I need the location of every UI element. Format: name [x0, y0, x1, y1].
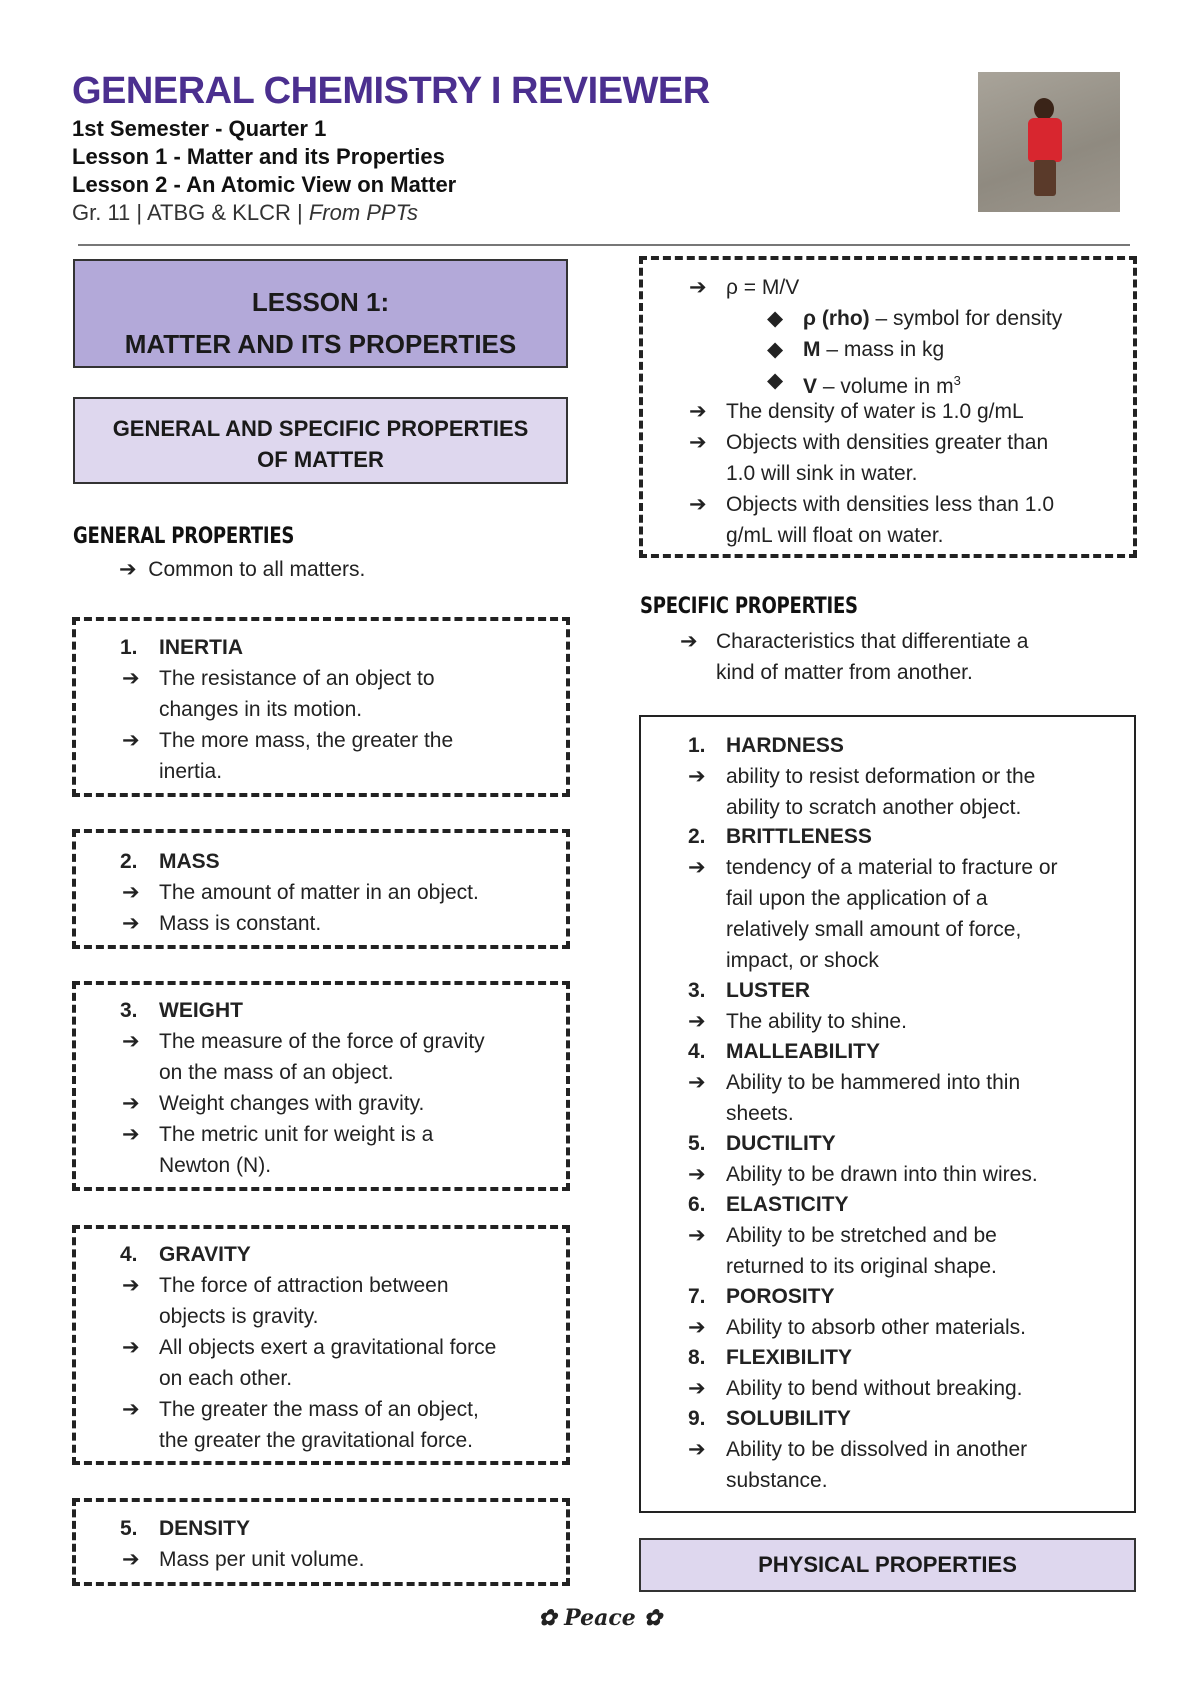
arrow-icon: ➔ [119, 558, 137, 581]
arrow-icon: ➔ [688, 1163, 706, 1186]
malleability-title: MALLEABILITY [726, 1040, 880, 1063]
arrow-icon: ➔ [122, 912, 140, 935]
inertia-point-2b: inertia. [159, 760, 223, 783]
arrow-icon: ➔ [689, 493, 707, 516]
density-point-1: Mass per unit volume. [159, 1548, 365, 1571]
float-rule-b: g/mL will float on water. [726, 524, 944, 547]
arrow-icon: ➔ [122, 667, 140, 690]
inertia-point-2a: The more mass, the greater the [159, 729, 454, 752]
arrow-icon: ➔ [122, 1398, 140, 1421]
porosity-number: 7. [688, 1285, 706, 1308]
photo-figure-legs [1034, 160, 1056, 196]
physical-properties-box: PHYSICAL PROPERTIES [639, 1538, 1136, 1592]
arrow-icon: ➔ [122, 881, 140, 904]
arrow-icon: ➔ [689, 431, 707, 454]
arrow-icon: ➔ [688, 1316, 706, 1339]
specific-properties-heading: SPECIFIC PROPERTIES [640, 594, 858, 619]
mass-box [72, 829, 570, 949]
gravity-point-3b: the greater the gravitational force. [159, 1429, 474, 1452]
page-footer: ✿ Peace ✿ [538, 1605, 662, 1631]
diamond-icon: ◆ [767, 369, 784, 392]
weight-box [72, 981, 570, 1191]
luster-number: 3. [688, 979, 706, 1002]
porosity-title: POROSITY [726, 1285, 835, 1308]
document-title: GENERAL CHEMISTRY I REVIEWER [72, 70, 710, 112]
solubility-desc-a: Ability to be dissolved in another [726, 1438, 1028, 1461]
hardness-title: HARDNESS [726, 734, 844, 757]
weight-point-1b: on the mass of an object. [159, 1061, 394, 1084]
luster-title: LUSTER [726, 979, 810, 1002]
weight-title: WEIGHT [159, 999, 243, 1022]
ductility-title: DUCTILITY [726, 1132, 836, 1155]
density-symbol-desc: – symbol for density [869, 307, 1063, 330]
weight-point-1a: The measure of the force of gravity [159, 1030, 485, 1053]
header-divider [78, 244, 1130, 246]
specific-desc-a: Characteristics that differentiate a [716, 630, 1029, 653]
weight-point-3b: Newton (N). [159, 1154, 272, 1177]
section-title-line1: GENERAL AND SPECIFIC PROPERTIES [112, 416, 529, 441]
arrow-icon: ➔ [122, 1030, 140, 1053]
hardness-number: 1. [688, 734, 706, 757]
gravity-point-1b: objects is gravity. [159, 1305, 319, 1328]
flexibility-number: 8. [688, 1346, 706, 1369]
volume-symbol: V [803, 375, 818, 398]
lesson1-line: Lesson 1 - Matter and its Properties [72, 144, 445, 169]
arrow-icon: ➔ [688, 1071, 706, 1094]
lesson-number: LESSON 1: [251, 287, 390, 317]
general-properties-heading: GENERAL PROPERTIES [73, 524, 295, 549]
section-title-line2: OF MATTER [257, 447, 384, 472]
arrow-icon: ➔ [689, 400, 707, 423]
brittleness-title: BRITTLENESS [726, 825, 872, 848]
elasticity-desc-b: returned to its original shape. [726, 1255, 997, 1278]
inertia-title: INERTIA [159, 636, 243, 659]
brittleness-number: 2. [688, 825, 706, 848]
malleability-desc-a: Ability to be hammered into thin [726, 1071, 1021, 1094]
malleability-number: 4. [688, 1040, 706, 1063]
inertia-point-1a: The resistance of an object to [159, 667, 435, 690]
ductility-number: 5. [688, 1132, 706, 1155]
elasticity-title: ELASTICITY [726, 1193, 849, 1216]
brittleness-desc-d: impact, or shock [726, 949, 879, 972]
hardness-desc-b: ability to scratch another object. [726, 796, 1022, 819]
general-desc-text: Common to all matters. [148, 558, 366, 581]
density-symbol: ρ (rho) [803, 307, 870, 330]
gravity-point-2a: All objects exert a gravitational force [159, 1336, 497, 1359]
meta-line [72, 200, 418, 226]
gravity-point-3a: The greater the mass of an object, [159, 1398, 479, 1421]
photo-figure-body [1028, 118, 1062, 162]
density-box [72, 1498, 570, 1586]
solubility-desc-b: substance. [726, 1469, 828, 1492]
gravity-point-2b: on each other. [159, 1367, 293, 1390]
arrow-icon: ➔ [122, 729, 140, 752]
lesson-name: MATTER AND ITS PROPERTIES [124, 329, 517, 359]
mass-number: 2. [120, 850, 138, 873]
photo-figure-head [1034, 98, 1054, 120]
porosity-desc: Ability to absorb other materials. [726, 1316, 1026, 1339]
density-title: DENSITY [159, 1517, 251, 1540]
gravity-box [72, 1225, 570, 1465]
lesson2-line: Lesson 2 - An Atomic View on Matter [72, 172, 457, 197]
arrow-icon: ➔ [688, 1377, 706, 1400]
arrow-icon: ➔ [688, 765, 706, 788]
flexibility-desc: Ability to bend without breaking. [726, 1377, 1023, 1400]
mass-point-2: Mass is constant. [159, 912, 322, 935]
density-continued-box [639, 256, 1137, 558]
section-title-box [73, 397, 568, 484]
arrow-icon: ➔ [122, 1123, 140, 1146]
weight-point-3a: The metric unit for weight is a [159, 1123, 434, 1146]
inertia-number: 1. [120, 636, 138, 659]
arrow-icon: ➔ [122, 1092, 140, 1115]
meta-source: From PPTs [308, 200, 419, 225]
arrow-icon: ➔ [688, 1010, 706, 1033]
float-rule-a: Objects with densities less than 1.0 [726, 493, 1055, 516]
volume-symbol-desc: – volume in m [817, 375, 954, 398]
gravity-title: GRAVITY [159, 1243, 251, 1266]
arrow-icon: ➔ [689, 276, 707, 299]
brittleness-desc-a: tendency of a material to fracture or [726, 856, 1058, 879]
elasticity-desc-a: Ability to be stretched and be [726, 1224, 997, 1247]
specific-properties-list [639, 715, 1136, 1513]
diamond-icon: ◆ [767, 338, 784, 361]
arrow-icon: ➔ [688, 1224, 706, 1247]
inertia-point-1b: changes in its motion. [159, 698, 363, 721]
arrow-icon: ➔ [688, 1438, 706, 1461]
density-symbol-def [803, 303, 1062, 334]
author-photo [978, 72, 1120, 212]
inertia-box [72, 617, 570, 797]
arrow-icon: ➔ [680, 630, 698, 653]
weight-point-2: Weight changes with gravity. [159, 1092, 425, 1115]
brittleness-desc-c: relatively small amount of force, [726, 918, 1022, 941]
diamond-icon: ◆ [767, 307, 784, 330]
general-properties-desc [119, 557, 365, 582]
solubility-title: SOLUBILITY [726, 1407, 851, 1430]
arrow-icon: ➔ [122, 1548, 140, 1571]
sink-rule-a: Objects with densities greater than [726, 431, 1049, 454]
sink-rule-b: 1.0 will sink in water. [726, 462, 918, 485]
mass-symbol-desc: – mass in kg [820, 338, 945, 361]
luster-desc: The ability to shine. [726, 1010, 907, 1033]
solubility-number: 9. [688, 1407, 706, 1430]
mass-symbol-def [803, 334, 944, 365]
lesson-title-box [73, 259, 568, 368]
brittleness-desc-b: fail upon the application of a [726, 887, 988, 910]
meta-text: Gr. 11 | ATBG & KLCR | [72, 200, 309, 225]
gravity-point-1a: The force of attraction between [159, 1274, 449, 1297]
water-density: The density of water is 1.0 g/mL [726, 400, 1024, 423]
ductility-desc: Ability to be drawn into thin wires. [726, 1163, 1038, 1186]
arrow-icon: ➔ [122, 1274, 140, 1297]
arrow-icon: ➔ [688, 856, 706, 879]
flexibility-title: FLEXIBILITY [726, 1346, 852, 1369]
weight-number: 3. [120, 999, 138, 1022]
elasticity-number: 6. [688, 1193, 706, 1216]
mass-point-1: The amount of matter in an object. [159, 881, 479, 904]
hardness-desc-a: ability to resist deformation or the [726, 765, 1036, 788]
mass-title: MASS [159, 850, 220, 873]
specific-desc-b: kind of matter from another. [716, 661, 973, 684]
mass-symbol: M [803, 338, 821, 361]
semester-line: 1st Semester - Quarter 1 [72, 116, 327, 141]
malleability-desc-b: sheets. [726, 1102, 794, 1125]
density-formula: ρ = M/V [726, 276, 800, 299]
gravity-number: 4. [120, 1243, 138, 1266]
density-number: 5. [120, 1517, 138, 1540]
arrow-icon: ➔ [122, 1336, 140, 1359]
volume-unit-exponent: 3 [953, 373, 961, 388]
